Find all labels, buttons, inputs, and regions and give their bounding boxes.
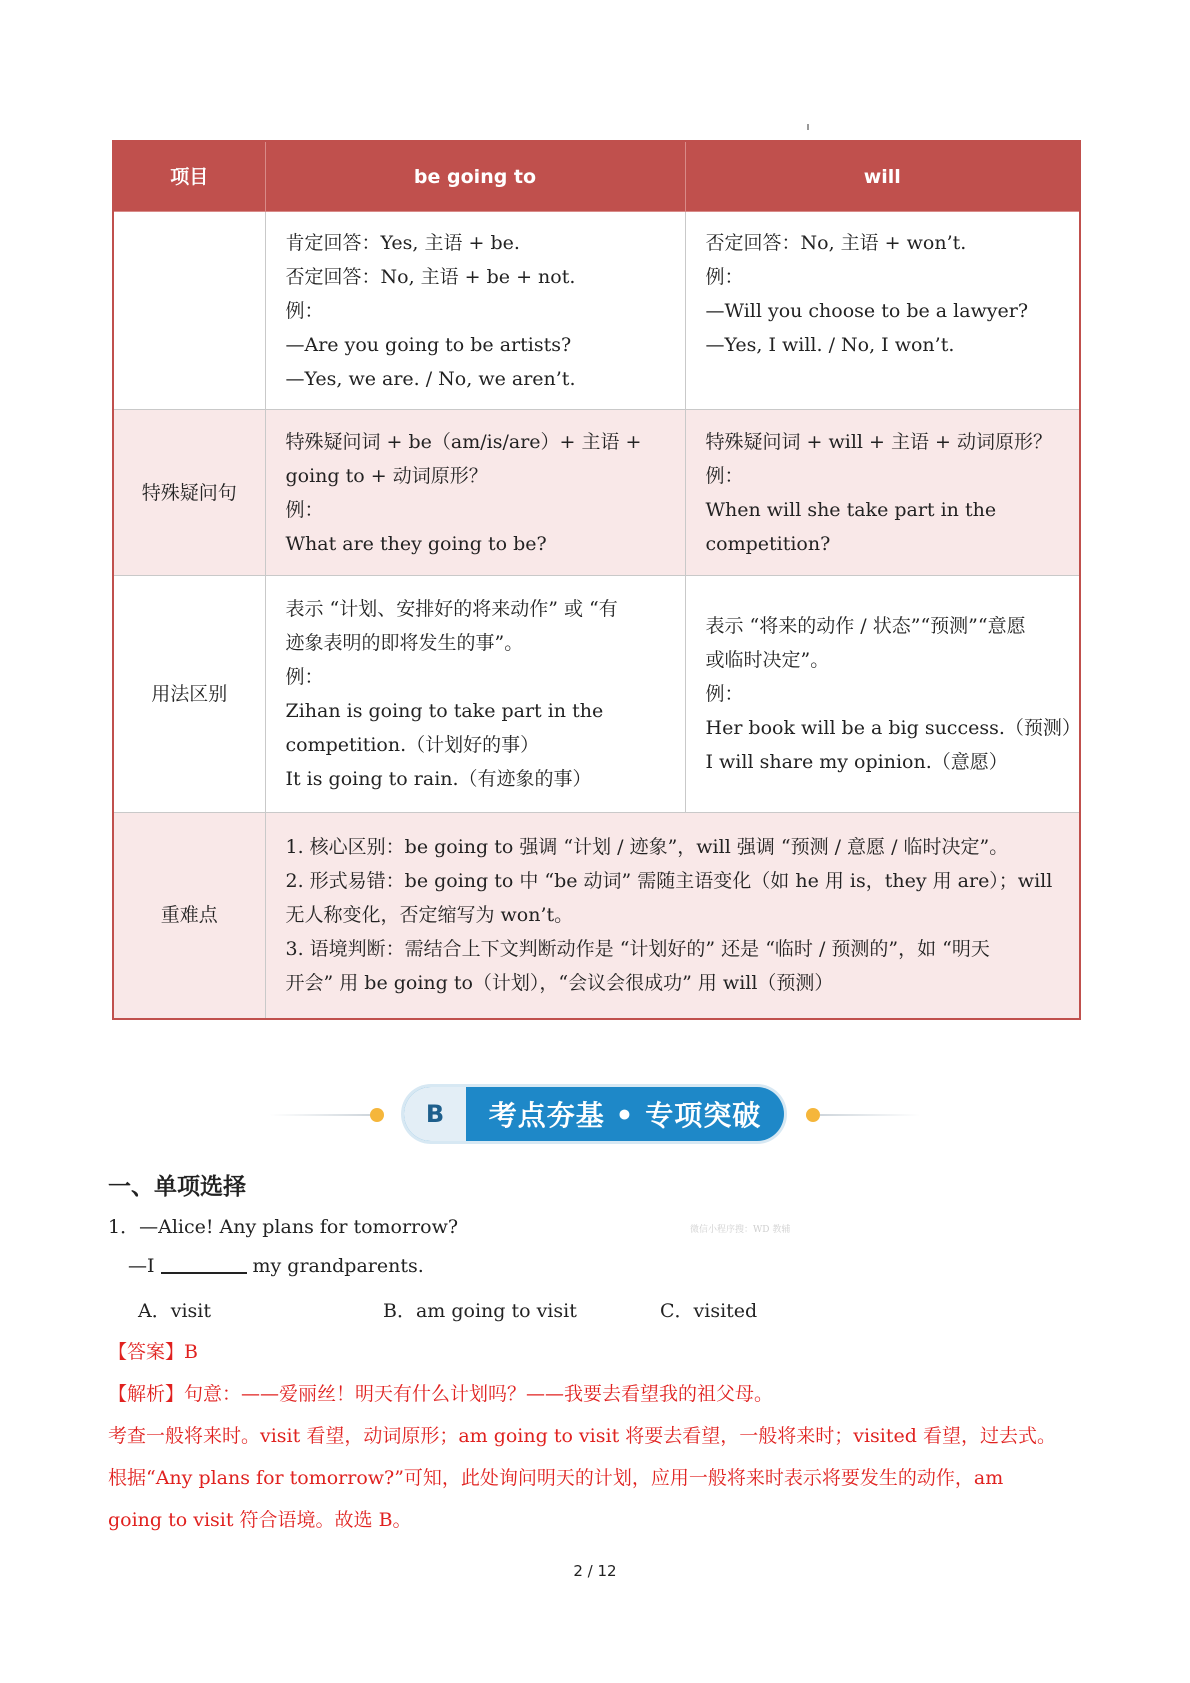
- section-banner: [270, 1085, 920, 1145]
- header-will: will: [685, 141, 1080, 212]
- table-row-answers: [113, 212, 1080, 410]
- banner-dot-right: [806, 1108, 820, 1122]
- cell-line: When will she take part in the: [705, 498, 997, 521]
- cell-line: —Are you going to be artists?: [285, 333, 572, 356]
- header-item: 项目: [113, 141, 265, 212]
- row-label: [113, 212, 265, 410]
- cell-line: —Yes, we are. / No, we aren’t.: [285, 367, 576, 390]
- cell-line: 例：: [285, 666, 324, 688]
- option-b: B．am going to visit: [383, 1300, 577, 1322]
- cell-line: 表示 “将来的动作 / 状态”“预测”“意愿: [705, 615, 1026, 637]
- question-line-1: [108, 1212, 458, 1239]
- question-number: 1．: [108, 1216, 140, 1238]
- cell-line: 否定回答：No, 主语 + be + not.: [285, 265, 576, 288]
- answer-blank: [161, 1254, 247, 1274]
- analysis-line: 【解析】句意：——爱丽丝！明天有什么计划吗？——我要去看望我的祖父母。: [108, 1383, 774, 1405]
- cell-line: 1. 核心区别：be going to 强调 “计划 / 迹象”，will 强调 “预测 / 意愿 / 临时决定”。: [285, 836, 1009, 859]
- row-label: 特殊疑问句: [113, 410, 265, 576]
- cell-be-going-to: [265, 212, 685, 410]
- cell-line: 3. 语境判断：需结合上下文判断动作是 “计划好的” 还是 “临时 / 预测的”，如 “明天: [285, 938, 990, 961]
- option-a: A．visit: [138, 1300, 211, 1322]
- cell-line: 或临时决定”。: [705, 649, 830, 671]
- cell-line: 无人称变化，否定缩写为 won’t。: [285, 904, 574, 927]
- cell-line: 表示 “计划、安排好的将来动作” 或 “有: [285, 598, 618, 620]
- question-line-2-post: my grandparents.: [252, 1255, 424, 1277]
- cell-line: Her book will be a big success.（预测）: [705, 717, 1081, 739]
- answer-line: 【答案】B: [108, 1341, 198, 1363]
- section-title: 一、单项选择: [108, 1174, 246, 1200]
- banner-letter: B: [404, 1087, 466, 1141]
- cell-merged: [265, 813, 1080, 1019]
- page-number: 2 / 12: [573, 1562, 617, 1580]
- cell-line: 例：: [705, 464, 744, 487]
- cell-line: 迹象表明的即将发生的事”。: [285, 632, 524, 654]
- cell-line: 例：: [285, 299, 324, 322]
- row-label: 用法区别: [113, 576, 265, 813]
- question-line-2: [128, 1254, 424, 1277]
- table-row-key-points: [113, 813, 1080, 1019]
- cell-line: 例：: [285, 498, 324, 521]
- analysis-line: 考查一般将来时。visit 看望，动词原形；am going to visit 将要去看望，一般将来时；visited 看望，过去式。: [108, 1425, 1056, 1447]
- question-text: —Alice! Any plans for tomorrow?: [139, 1216, 459, 1238]
- header-be-going-to: be going to: [265, 141, 685, 212]
- banner-line-right: [820, 1114, 920, 1116]
- banner-line-left: [270, 1114, 370, 1116]
- cell-line: 特殊疑问词 + will + 主语 + 动词原形？: [705, 430, 1052, 453]
- cell-line: competition?: [705, 532, 831, 555]
- analysis-line: 根据“Any plans for tomorrow?”可知，此处询问明天的计划，应用一般将来时表示将要发生的动作，am: [108, 1467, 1004, 1489]
- cell-will: [685, 212, 1080, 410]
- table-row-usage: [113, 576, 1080, 813]
- cell-line: 特殊疑问词 + be（am/is/are）+ 主语 +: [285, 430, 642, 453]
- cell-line: 否定回答：No, 主语 + won’t.: [705, 232, 967, 254]
- cell-will: [685, 410, 1080, 576]
- cell-line: It is going to rain.（有迹象的事）: [285, 768, 592, 790]
- top-tick-mark: [807, 124, 809, 130]
- cell-line: —Will you choose to be a lawyer?: [705, 300, 1029, 322]
- cell-will: [685, 576, 1080, 813]
- cell-line: 例：: [705, 683, 744, 705]
- analysis-line: going to visit 符合语境。故选 B。: [108, 1509, 412, 1531]
- cell-line: 肯定回答：Yes, 主语 + be.: [285, 231, 520, 254]
- cell-be-going-to: [265, 576, 685, 813]
- option-c: C．visited: [660, 1300, 758, 1322]
- cell-line: competition.（计划好的事）: [285, 734, 540, 756]
- cell-line: 2. 形式易错：be going to 中 “be 动词” 需随主语变化（如 he 用 is，they 用 are）；will: [285, 870, 1053, 893]
- banner-title: 考点夯基 • 专项突破: [488, 1099, 762, 1132]
- cell-line: 开会” 用 be going to（计划），“会议会很成功” 用 will（预测）: [285, 972, 834, 995]
- banner-dot-left: [370, 1108, 384, 1122]
- cell-line: going to + 动词原形？: [285, 464, 488, 487]
- cell-line: I will share my opinion.（意愿）: [705, 751, 1008, 773]
- cell-line: 例：: [705, 266, 744, 288]
- banner-pill: [404, 1087, 784, 1141]
- watermark: 微信小程序搜：WD 教辅: [690, 1225, 791, 1235]
- comparison-table: [112, 140, 1081, 1020]
- table-header-row: [113, 141, 1080, 212]
- question-line-2-pre: —I: [128, 1255, 155, 1277]
- cell-line: Zihan is going to take part in the: [285, 700, 604, 722]
- row-label: 重难点: [113, 813, 265, 1019]
- cell-line: What are they going to be?: [285, 532, 547, 555]
- cell-be-going-to: [265, 410, 685, 576]
- table-row-wh-questions: [113, 410, 1080, 576]
- cell-line: —Yes, I will. / No, I won’t.: [705, 334, 955, 356]
